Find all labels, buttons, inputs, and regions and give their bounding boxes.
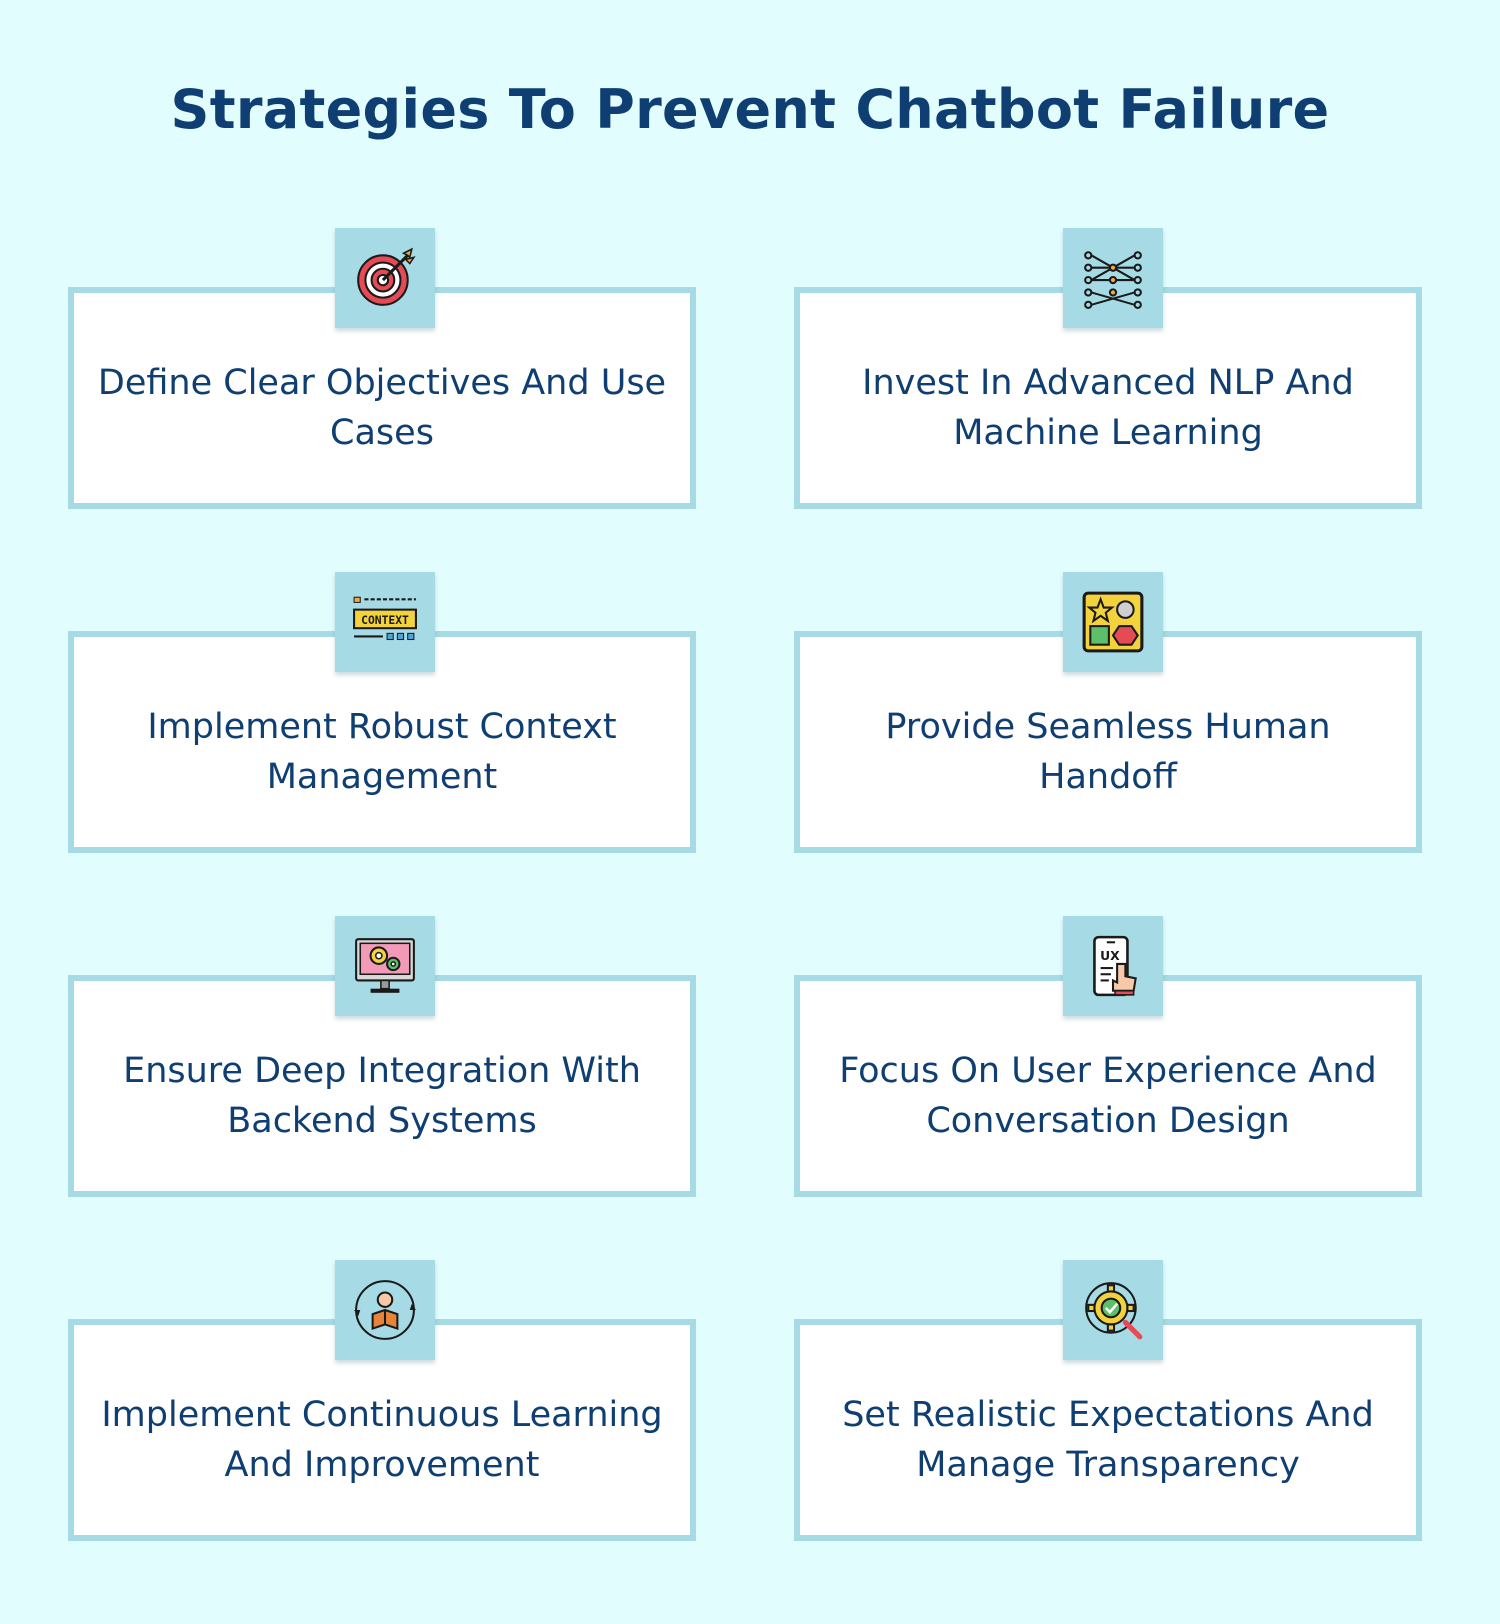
target-icon: [352, 245, 418, 311]
strategy-label: Focus On User Experience And Conversation Design: [839, 1051, 1377, 1141]
context-icon-text: CONTEXT: [361, 613, 409, 628]
strategy-label: Implement Robust Context Management: [147, 707, 617, 797]
icon-box: [335, 916, 435, 1016]
monitor-gears-icon: [352, 933, 418, 999]
icon-box: [335, 572, 435, 672]
strategy-label: Provide Seamless Human Handoff: [885, 707, 1331, 797]
icon-box: [335, 1260, 435, 1360]
learning-cycle-icon: [352, 1277, 418, 1343]
gear-check-search-icon: [1080, 1277, 1146, 1343]
strategy-label: Implement Continuous Learning And Improvement: [101, 1395, 663, 1485]
context-icon: [352, 589, 418, 655]
page-title: Strategies To Prevent Chatbot Failure: [170, 78, 1330, 141]
strategy-label: Ensure Deep Integration With Backend Systems: [123, 1051, 641, 1141]
icon-box: [1063, 572, 1163, 672]
shapes-board-icon: [1080, 589, 1146, 655]
strategy-label: Set Realistic Expectations And Manage Transparency: [842, 1395, 1374, 1485]
strategy-label: Define Clear Objectives And Use Cases: [97, 363, 667, 453]
icon-box: [1063, 916, 1163, 1016]
icon-box: [335, 228, 435, 328]
ux-icon-text: UX: [1100, 948, 1120, 963]
strategy-label: Invest In Advanced NLP And Machine Learning: [862, 363, 1354, 453]
icon-box: [1063, 1260, 1163, 1360]
neural-network-icon: [1080, 245, 1146, 311]
icon-box: [1063, 228, 1163, 328]
ux-phone-icon: [1080, 933, 1146, 999]
